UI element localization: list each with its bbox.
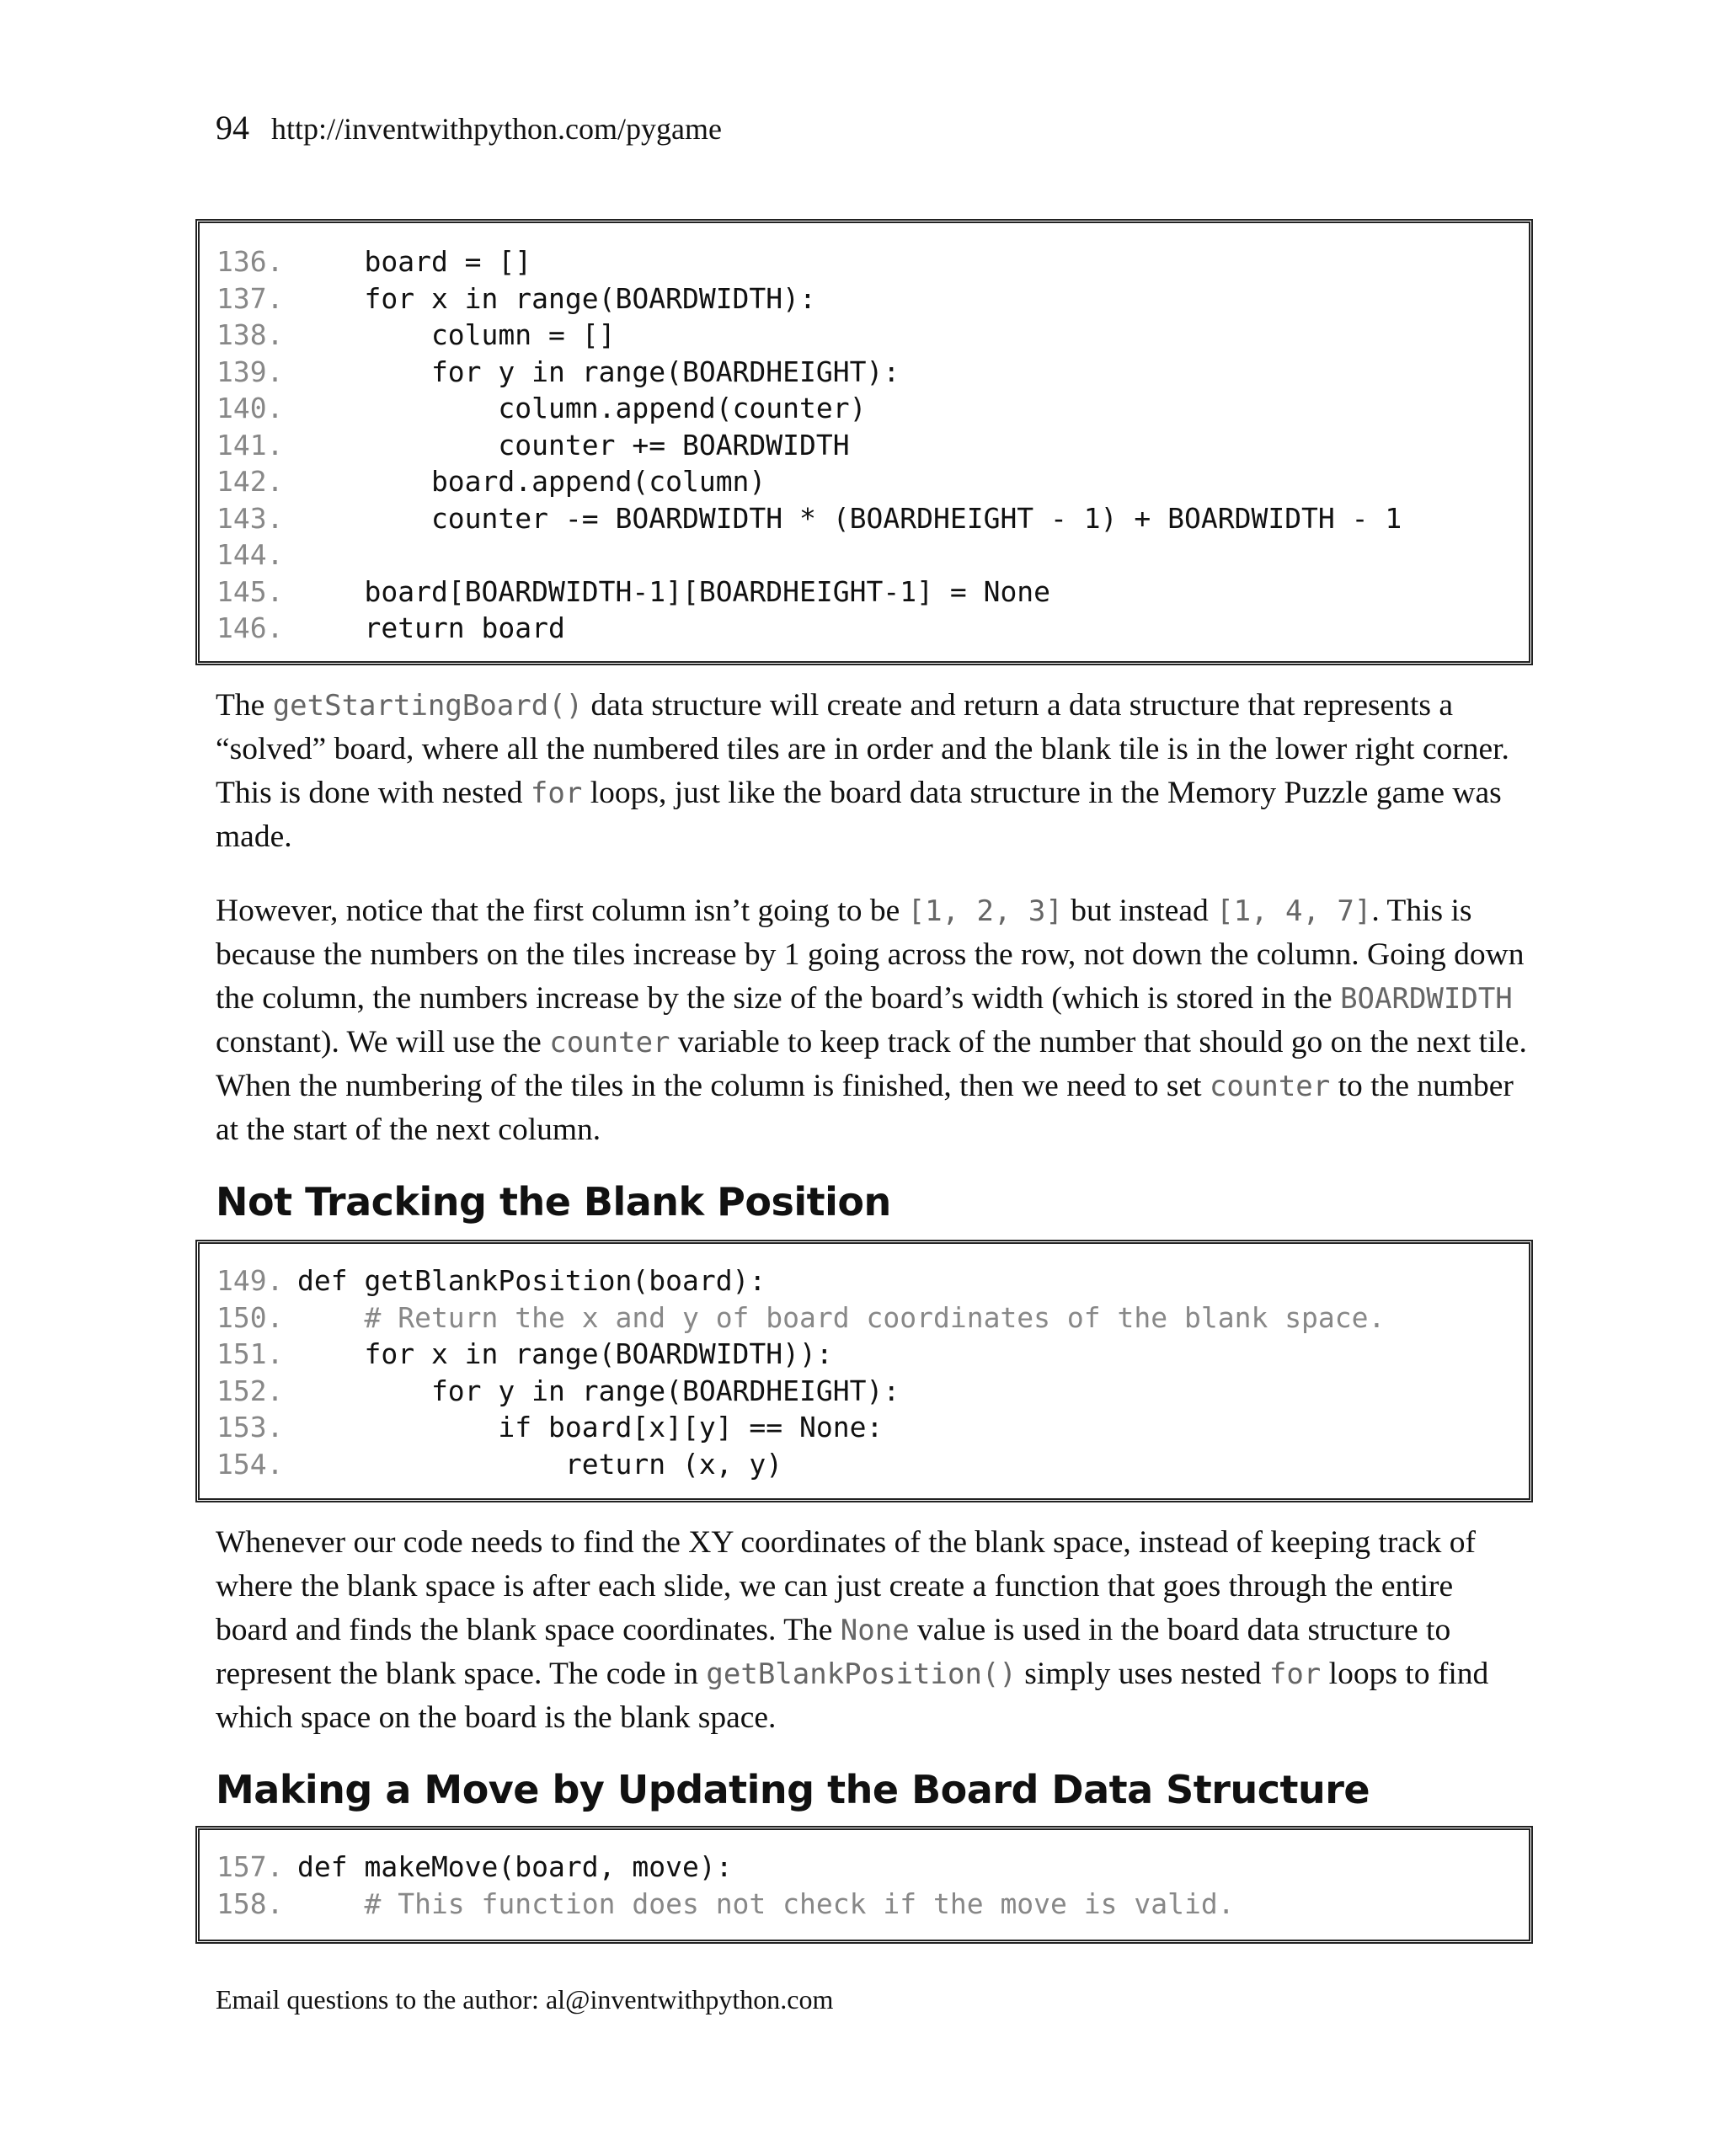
code-line: 142. board.append(column) — [216, 465, 766, 498]
code-line: 149. def getBlankPosition(board): — [216, 1264, 766, 1297]
code-line: 136. board = [] — [216, 245, 532, 278]
header-url[interactable]: http://inventwithpython.com/pygame — [271, 112, 722, 146]
code-line: 150. # Return the x and y of board coordinates of the blank space. — [216, 1300, 1386, 1334]
code-block-get-blank-position — [195, 1240, 1533, 1502]
page-footer: Email questions to the author: al@inventwithpython.com — [216, 1984, 834, 2015]
code-line: 157. def makeMove(board, move): — [216, 1850, 733, 1883]
paragraph-counter: However, notice that the first column isn’t going to be [1, 2, 3] but instead [1, 4, 7]. This is because the numbers on the tiles increase by 1 going across the row, not down the column. Going down the column, the numbers increase by the size of the board’s width (which is stored in the BOARDWIDTH constant). We will use the counter variable to keep track of the number that should go on the next tile. When the numbering of the tiles in the column is finished, then we need to set counter to the number at the start of the next column. — [216, 894, 1527, 1147]
code-line: 140. column.append(counter) — [216, 392, 867, 424]
code-line: 145. board[BOARDWIDTH-1][BOARDHEIGHT-1] = None — [216, 574, 1051, 608]
section-heading-blank-position: Not Tracking the Blank Position — [216, 1179, 891, 1225]
code-line: 138. column = [] — [216, 318, 616, 351]
code-line: 137. for x in range(BOARDWIDTH): — [216, 281, 816, 315]
code-line: 144. — [216, 538, 284, 571]
paragraph-blank-position: Whenever our code needs to find the XY coordinates of the blank space, instead of keeping track of where the blank space is after each slide, we can just create a function that goes through the entire board and finds the blank space coordinates. The None value is used in the board data structure to represent the blank space. The code in getBlankPosition() simply uses nested for loops to find which space on the board is the blank space. — [216, 1525, 1489, 1735]
page-number: 94 — [216, 109, 249, 147]
code-line: 153. if board[x][y] == None: — [216, 1411, 884, 1444]
code-line: 152. for y in range(BOARDHEIGHT): — [216, 1374, 900, 1407]
page-header — [216, 108, 722, 147]
code-line: 151. for x in range(BOARDWIDTH)): — [216, 1337, 833, 1370]
code-block-starting-board — [195, 219, 1533, 665]
code-line: 141. counter += BOARDWIDTH — [216, 428, 850, 462]
code-line: 146. return board — [216, 611, 565, 644]
code-line: 143. counter -= BOARDWIDTH * (BOARDHEIGHT - 1) + BOARDWIDTH - 1 — [216, 501, 1402, 535]
code-line: 158. # This function does not check if the move is valid. — [216, 1886, 1235, 1920]
paragraph-starting-board: The getStartingBoard() data structure will create and return a data structure that represents a “solved” board, where all the numbered tiles are in order and the blank tile is in the lower right corner. This is done with nested for loops, just like the board data structure in the Memory Puzzle game was made. — [216, 688, 1509, 854]
code-line: 154. return (x, y) — [216, 1447, 783, 1481]
code-block-make-move — [195, 1826, 1533, 1944]
section-heading-make-move: Making a Move by Updating the Board Data Structure — [216, 1767, 1370, 1812]
code-line: 139. for y in range(BOARDHEIGHT): — [216, 355, 900, 388]
